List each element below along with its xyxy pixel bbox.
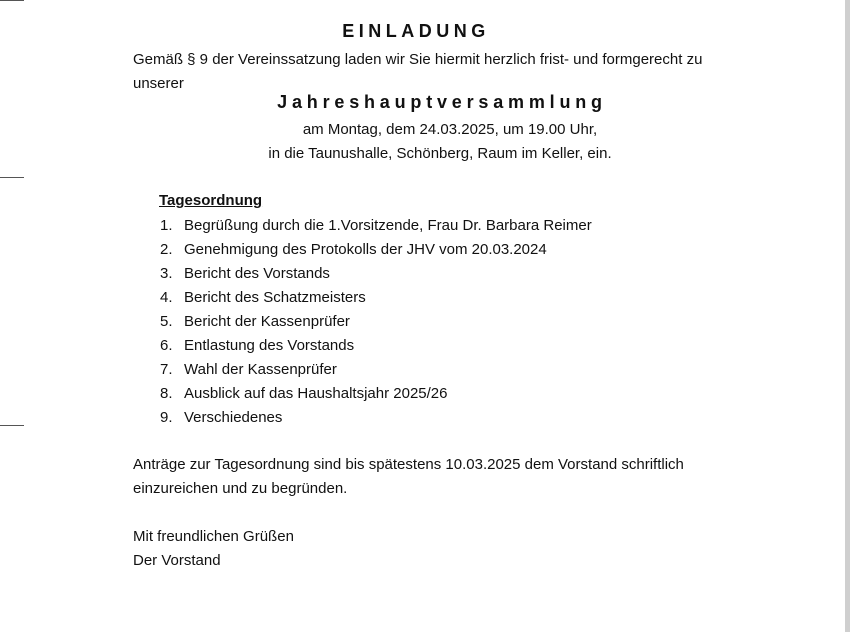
- intro-paragraph: Gemäß § 9 der Vereinssatzung laden wir Sie hiermit herzlich frist- und formgerecht zu unserer: [133, 51, 703, 92]
- agenda-item-number: 8.: [160, 385, 173, 402]
- agenda-item-text: Bericht des Vorstands: [184, 265, 330, 282]
- agenda-item: [160, 238, 592, 262]
- closing-block: [133, 525, 294, 573]
- agenda-item-text: Genehmigung des Protokolls der JHV vom 20.03.2024: [184, 241, 547, 258]
- fold-mark: [0, 0, 24, 1]
- agenda-item: [160, 286, 592, 310]
- meeting-date: am Montag, dem 24.03.2025, um 19.00 Uhr,: [302, 121, 598, 138]
- closing-signature: Der Vorstand: [133, 552, 221, 569]
- agenda-item-number: 9.: [160, 409, 173, 426]
- agenda-item: [160, 214, 592, 238]
- agenda-item: [160, 262, 592, 286]
- agenda-heading: Tagesordnung: [159, 192, 263, 209]
- agenda-item-number: 7.: [160, 361, 173, 378]
- agenda-item: [160, 334, 592, 358]
- closing-greeting: Mit freundlichen Grüßen: [133, 528, 294, 545]
- agenda-item-text: Verschiedenes: [184, 409, 283, 426]
- agenda-item-text: Wahl der Kassenprüfer: [184, 361, 337, 378]
- agenda-list: [160, 214, 592, 430]
- agenda-item-text: Bericht der Kassenprüfer: [184, 313, 350, 330]
- meeting-place: in die Taunushalle, Schönberg, Raum im Keller, ein.: [268, 145, 612, 162]
- document-title: EINLADUNG: [342, 21, 490, 41]
- agenda-item-number: 6.: [160, 337, 173, 354]
- agenda-item-number: 5.: [160, 313, 173, 330]
- deadline-paragraph: Anträge zur Tagesordnung sind bis spätestens 10.03.2025 dem Vorstand schriftlich einzureichen und zu begründen.: [133, 456, 684, 497]
- agenda-item: [160, 358, 592, 382]
- meeting-name: Jahreshauptversammlung: [277, 92, 607, 112]
- fold-mark: [0, 425, 24, 426]
- fold-mark: [0, 177, 24, 178]
- agenda-item-text: Bericht des Schatzmeisters: [184, 289, 366, 306]
- agenda-item: [160, 310, 592, 334]
- agenda-item-number: 1.: [160, 217, 173, 234]
- agenda-item: [160, 406, 592, 430]
- agenda-item-text: Begrüßung durch die 1.Vorsitzende, Frau Dr. Barbara Reimer: [184, 217, 592, 234]
- agenda-item-number: 2.: [160, 241, 173, 258]
- agenda-item-number: 3.: [160, 265, 173, 282]
- agenda-item-text: Entlastung des Vorstands: [184, 337, 355, 354]
- agenda-item-number: 4.: [160, 289, 173, 306]
- agenda-item: [160, 382, 592, 406]
- agenda-item-text: Ausblick auf das Haushaltsjahr 2025/26: [184, 385, 448, 402]
